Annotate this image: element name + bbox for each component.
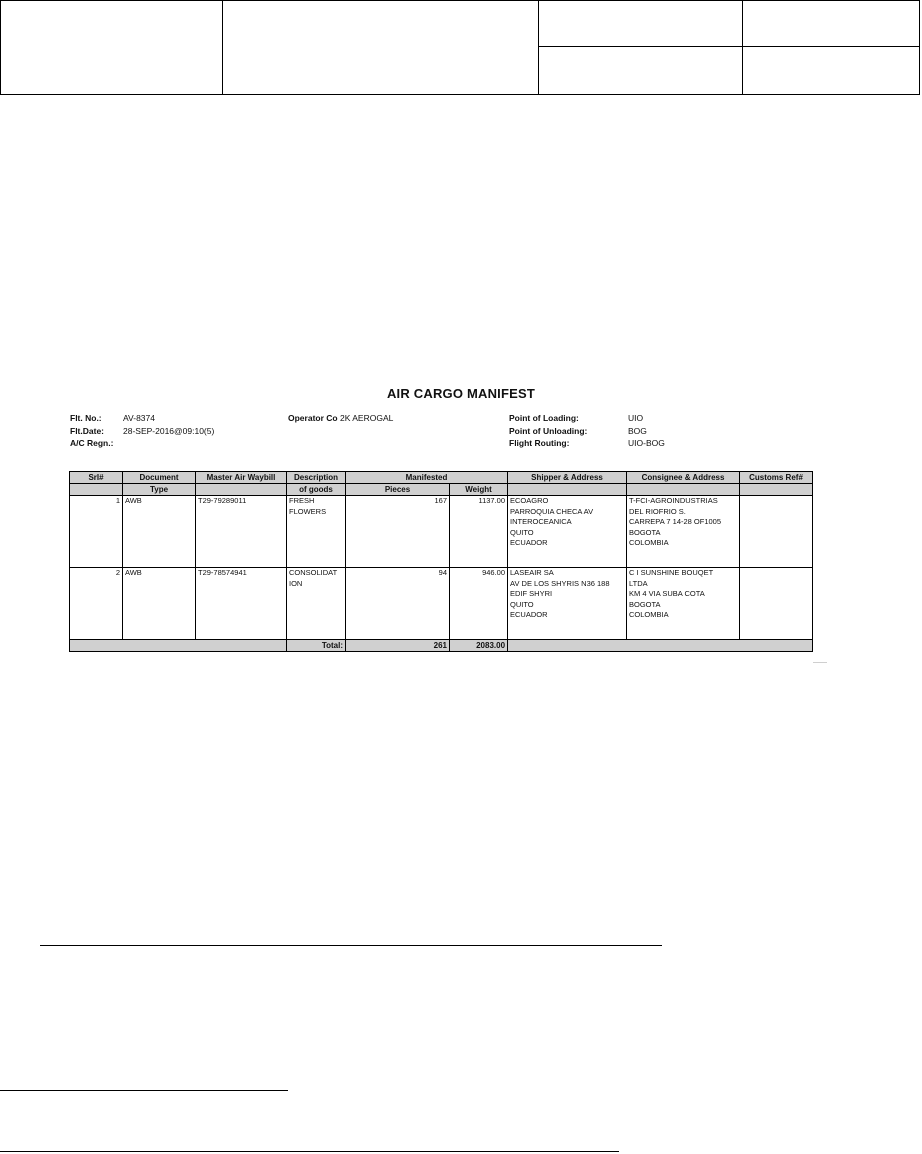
flight-info-operator	[288, 412, 393, 425]
header-divider	[742, 1, 743, 95]
row-weight: 1137.00	[450, 496, 508, 568]
col-description-sub: of goods	[287, 484, 346, 496]
row-consignee: T-FCI-AGROINDUSTRIAS DEL RIOFRIO S. CARREPA 7 14-28 OF1005 BOGOTA COLOMBIA	[627, 496, 740, 568]
col-shipper: Shipper & Address	[508, 472, 627, 484]
manifest-title: AIR CARGO MANIFEST	[386, 386, 536, 401]
table-row	[70, 496, 813, 568]
totals-pieces: 261	[346, 640, 450, 652]
table-row	[70, 568, 813, 640]
flight-info-left	[70, 412, 214, 450]
row-mawb: T29-79289011	[196, 496, 287, 568]
col-doc-type-sub: Type	[123, 484, 196, 496]
header-divider	[538, 46, 920, 47]
col-customs-sub	[740, 484, 813, 496]
flt-date-value: 28-SEP-2016@09:10(5)	[123, 425, 215, 436]
scan-mark	[813, 662, 827, 663]
row-customs-ref	[740, 568, 813, 640]
flt-date-label: Flt.Date:	[70, 425, 104, 436]
totals-weight: 2083.00	[450, 640, 508, 652]
col-pieces: Pieces	[346, 484, 450, 496]
row-srl: 1	[70, 496, 123, 568]
col-consignee: Consignee & Address	[627, 472, 740, 484]
flt-no-label: Flt. No.:	[70, 413, 102, 423]
row-consignee: C I SUNSHINE BOUQET LTDA KM 4 VIA SUBA COTA BOGOTA COLOMBIA	[627, 568, 740, 640]
totals-spacer-right	[508, 640, 813, 652]
routing-value: UIO-BOG	[628, 438, 665, 448]
row-doc-type: AWB	[123, 568, 196, 640]
col-mawb: Master Air Waybill	[196, 472, 287, 484]
totals-spacer	[70, 640, 287, 652]
flight-info-right	[509, 412, 665, 450]
loading-value: UIO	[628, 413, 644, 423]
row-description: FRESH FLOWERS	[287, 496, 346, 568]
col-doc-type: Document	[123, 472, 196, 484]
col-description: Description	[287, 472, 346, 484]
unloading-label: Point of Unloading:	[509, 425, 588, 436]
operator-value: 2K AEROGAL	[339, 413, 394, 423]
col-manifested: Manifested	[346, 472, 508, 484]
header-divider	[222, 1, 223, 95]
col-shipper-sub	[508, 484, 627, 496]
document-header-grid	[0, 0, 920, 95]
col-srl-sub	[70, 484, 123, 496]
routing-label: Flight Routing:	[509, 438, 570, 448]
row-weight: 946.00	[450, 568, 508, 640]
totals-row	[70, 640, 813, 652]
blank-line	[40, 945, 662, 946]
ac-regn-label: A/C Regn.:	[70, 438, 114, 448]
col-srl: Srl#	[70, 472, 123, 484]
manifest-table	[69, 471, 813, 652]
blank-line	[0, 1090, 288, 1091]
row-customs-ref	[740, 496, 813, 568]
col-mawb-sub	[196, 484, 287, 496]
row-doc-type: AWB	[123, 496, 196, 568]
row-srl: 2	[70, 568, 123, 640]
row-pieces: 167	[346, 496, 450, 568]
row-shipper: LASEAIR SA AV DE LOS SHYRIS N36 188 EDIF SHYRI QUITO ECUADOR	[508, 568, 627, 640]
totals-label: Total:	[287, 640, 346, 652]
row-pieces: 94	[346, 568, 450, 640]
col-customs: Customs Ref#	[740, 472, 813, 484]
unloading-value: BOG	[628, 425, 647, 436]
blank-line	[0, 1151, 619, 1152]
operator-label: Operator Co	[288, 413, 338, 423]
row-mawb: T29-78574941	[196, 568, 287, 640]
row-shipper: ECOAGRO PARROQUIA CHECA AV INTEROCEANICA QUITO ECUADOR	[508, 496, 627, 568]
col-weight: Weight	[450, 484, 508, 496]
col-consignee-sub	[627, 484, 740, 496]
row-description: CONSOLIDAT ION	[287, 568, 346, 640]
flt-no-value: AV-8374	[123, 413, 155, 423]
header-divider	[538, 1, 539, 95]
loading-label: Point of Loading:	[509, 413, 579, 423]
